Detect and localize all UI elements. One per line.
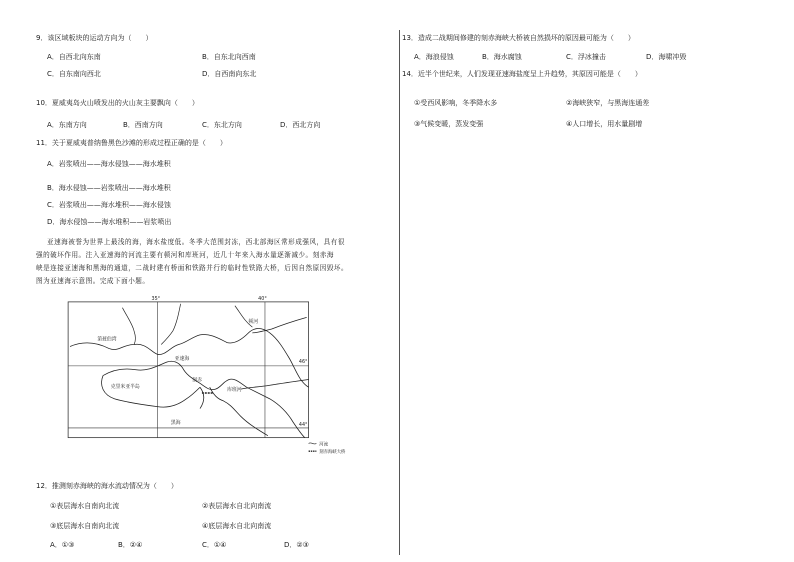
q12-statement-3: ③底层海水自南向北流 bbox=[50, 522, 120, 530]
passage-line-3: 峡是连接亚速海和黑海的通道，二战时建有桥面和铁路并行的临时性铁路大桥，后因自然原因毁坏。 bbox=[36, 264, 349, 272]
q10-stem: 10．夏威夷岛火山喷发出的火山灰主要飘向（ ） bbox=[36, 99, 199, 107]
label-lat-46: 46° bbox=[298, 359, 308, 365]
label-lon-35: 35° bbox=[151, 296, 161, 302]
legend-bridge-label: 刻赤海峡大桥 bbox=[319, 450, 346, 456]
q13-option-c: C．浮冰撞击 bbox=[566, 53, 606, 61]
q9-option-a: A．自西北向东南 bbox=[47, 53, 101, 61]
label-don-river: 顿河 bbox=[248, 320, 259, 326]
q11-option-b: B．海水侵蚀——岩浆喷出——海水堆积 bbox=[47, 184, 171, 192]
q12-stem: 12．推测刻赤海峡的海水流动情况为（ ） bbox=[36, 482, 178, 490]
q9-option-c: C．自东南向西北 bbox=[47, 70, 101, 78]
passage-line-4: 图为亚速海示意图。完成下面小题。 bbox=[36, 277, 150, 285]
q13-option-d: D．海啸冲毁 bbox=[646, 53, 687, 61]
passage bbox=[36, 236, 397, 288]
q11-option-d: D．海水侵蚀——海水堆积——岩浆喷出 bbox=[47, 218, 172, 226]
kerch-strait-coast bbox=[200, 387, 268, 435]
river-1 bbox=[161, 304, 180, 345]
column-divider bbox=[399, 30, 400, 555]
legend-river-label: 河流 bbox=[319, 442, 329, 448]
kuban-river bbox=[241, 379, 309, 389]
label-azov-sea: 亚速海 bbox=[174, 357, 190, 363]
q11-option-c: C．岩浆喷出——海水堆积——海水侵蚀 bbox=[47, 201, 171, 209]
q14-statement-2: ②海峡狭窄，与黑海连通差 bbox=[566, 99, 650, 107]
q11-option-a: A．岩浆喷出——海水侵蚀——海水堆积 bbox=[47, 160, 171, 168]
q9-stem: 9．该区域板块的运动方向为（ ） bbox=[36, 34, 153, 42]
east-coastline bbox=[247, 387, 305, 437]
q9-option-b: B．自东北向西南 bbox=[202, 53, 256, 61]
q12-option-b: B．②④ bbox=[118, 541, 143, 549]
q10-option-d: D．西北方向 bbox=[280, 121, 321, 129]
label-lat-44: 44° bbox=[298, 423, 308, 428]
q14-stem: 14．近半个世纪来，人们发现亚速海盐度呈上升趋势，其原因可能是（ ） bbox=[402, 70, 642, 78]
q14-statement-3: ③气候变暖，蒸发变强 bbox=[414, 120, 484, 128]
passage-line-2: 强的破坏作用。注入亚速海的河流主要有顿河和库班河，近几十年来入海水量逐渐减少。刻赤海 bbox=[36, 251, 334, 259]
q13-option-b: B．海水腐蚀 bbox=[482, 53, 522, 61]
q12-statement-2: ②表层海水自北向南流 bbox=[202, 502, 272, 510]
label-lon-40: 40° bbox=[258, 296, 267, 302]
q10-option-a: A．东南方向 bbox=[47, 121, 87, 129]
q12-option-d: D．②③ bbox=[284, 541, 309, 549]
label-dnieper-gulf: 第聂伯湾 bbox=[97, 337, 117, 343]
q13-option-a: A．海浪侵蚀 bbox=[414, 53, 454, 61]
q10-option-b: B．西南方向 bbox=[123, 121, 163, 129]
q11-stem: 11．关于夏威夷普纳鲁黑色沙滩的形成过程正确的是（ ） bbox=[36, 139, 227, 147]
q12-statement-4: ④底层海水自北向南流 bbox=[202, 522, 272, 530]
azov-sea-map bbox=[60, 296, 346, 458]
q9-option-d: D．自西南向东北 bbox=[202, 70, 257, 78]
passage-line-1: 亚速海被誉为世界上最浅的海，海水盐度低。冬季大范围封冻，西北部海区常形成强风，具有很 bbox=[47, 238, 345, 246]
label-crimea: 克里米亚半岛 bbox=[110, 385, 140, 391]
river-2 bbox=[122, 308, 135, 345]
q14-statement-4: ④人口增长，用水量剧增 bbox=[566, 120, 643, 128]
label-kuban-river: 库班河 bbox=[227, 388, 242, 394]
q10-option-c: C．东北方向 bbox=[202, 121, 242, 129]
label-black-sea: 黑海 bbox=[170, 421, 181, 427]
q12-option-a: A．①③ bbox=[50, 541, 75, 549]
label-kerch: 刻赤 bbox=[192, 378, 202, 384]
q12-statement-1: ①表层海水自南向北流 bbox=[50, 502, 120, 510]
q14-statement-1: ①受西风影响，冬季降水多 bbox=[414, 99, 498, 107]
legend-river-symbol bbox=[309, 443, 317, 444]
q13-stem: 13．造成二战期间修建的刻赤海峡大桥被自然损坏的原因最可能为（ ） bbox=[402, 34, 635, 42]
map-frame bbox=[68, 302, 308, 438]
don-river bbox=[252, 317, 306, 333]
crimea-south-coast bbox=[102, 376, 200, 408]
q12-option-c: C．①④ bbox=[202, 541, 227, 549]
